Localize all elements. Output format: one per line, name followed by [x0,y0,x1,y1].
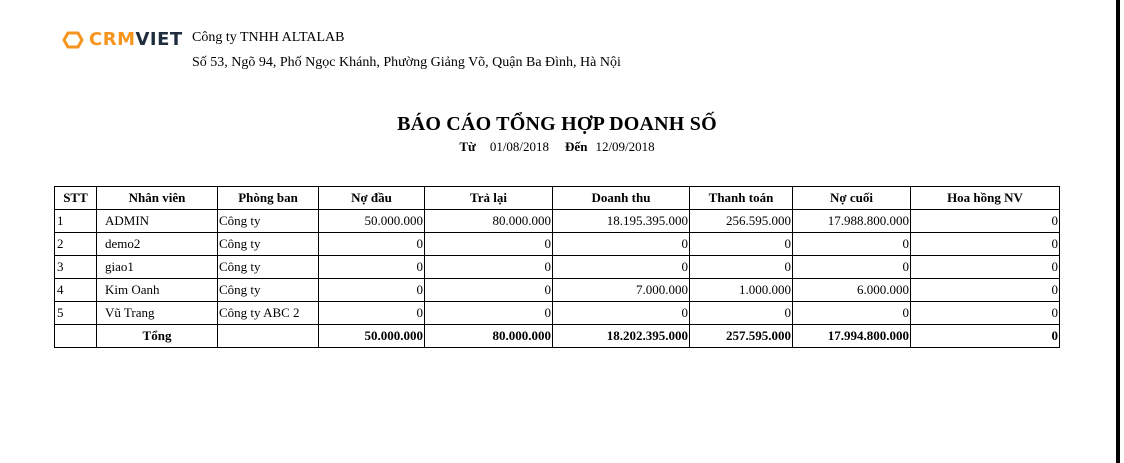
header-stt: STT [55,187,97,210]
total-returns: 80.000.000 [425,325,553,348]
cell-stt: 2 [55,233,97,256]
cell-returns: 0 [425,256,553,279]
header-returns: Trả lại [425,187,553,210]
logo-text: CRMVIET [89,29,183,50]
cell-opening-debt: 50.000.000 [319,210,425,233]
cell-stt: 3 [55,256,97,279]
company-name: Công ty TNHH ALTALAB [192,30,345,45]
cell-employee: Vũ Trang [97,302,218,325]
cell-department: Công ty [218,210,319,233]
cell-opening-debt: 0 [319,233,425,256]
cell-commission: 0 [911,256,1060,279]
cell-returns: 0 [425,233,553,256]
header-revenue: Doanh thu [553,187,690,210]
cell-opening-debt: 0 [319,302,425,325]
header-closing-debt: Nợ cuối [793,187,911,210]
cell-employee: ADMIN [97,210,218,233]
cell-payment: 0 [690,302,793,325]
cell-closing-debt: 0 [793,233,911,256]
total-closing-debt: 17.994.800.000 [793,325,911,348]
date-range [0,139,1114,155]
sales-report-table [54,186,1060,348]
cell-revenue: 0 [553,233,690,256]
from-date: 01/08/2018 [489,139,550,154]
cell-closing-debt: 6.000.000 [793,279,911,302]
cell-stt: 1 [55,210,97,233]
cell-payment: 0 [690,256,793,279]
header-employee: Nhân viên [97,187,218,210]
total-opening-debt: 50.000.000 [319,325,425,348]
cell-commission: 0 [911,233,1060,256]
cell-department: Công ty ABC 2 [218,302,319,325]
cell-employee: giao1 [97,256,218,279]
total-commission: 0 [911,325,1060,348]
page-edge [1116,0,1124,463]
cell-payment: 0 [690,233,793,256]
total-revenue: 18.202.395.000 [553,325,690,348]
cell-department: Công ty [218,279,319,302]
cell-revenue: 7.000.000 [553,279,690,302]
cell-stt: 5 [55,302,97,325]
to-label: Đến [565,139,588,154]
cell-payment: 1.000.000 [690,279,793,302]
report-title: BÁO CÁO TỔNG HỢP DOANH SỐ [397,113,717,135]
cell-returns: 80.000.000 [425,210,553,233]
cell-commission: 0 [911,279,1060,302]
cell-employee: Kim Oanh [97,279,218,302]
total-payment: 257.595.000 [690,325,793,348]
cell-department: Công ty [218,256,319,279]
cell-department: Công ty [218,233,319,256]
cell-revenue: 0 [553,256,690,279]
cell-closing-debt: 0 [793,256,911,279]
cell-revenue: 18.195.395.000 [553,210,690,233]
cell-total-stt [55,325,97,348]
table-row [55,256,1060,279]
company-address: Số 53, Ngõ 94, Phố Ngọc Khánh, Phường Giảng Võ, Quận Ba Đình, Hà Nội [192,55,621,70]
total-row [55,325,1060,348]
cell-closing-debt: 17.988.800.000 [793,210,911,233]
cell-commission: 0 [911,210,1060,233]
table-row [55,302,1060,325]
cell-commission: 0 [911,302,1060,325]
to-date: 12/09/2018 [595,139,655,154]
cell-payment: 256.595.000 [690,210,793,233]
total-label: Tổng [97,325,218,348]
cell-returns: 0 [425,302,553,325]
cell-closing-debt: 0 [793,302,911,325]
header-payment: Thanh toán [690,187,793,210]
cell-returns: 0 [425,279,553,302]
table-header-row [55,187,1060,210]
cell-stt: 4 [55,279,97,302]
crmviet-logo [62,28,183,52]
cell-total-department [218,325,319,348]
table-row [55,210,1060,233]
header-department: Phòng ban [218,187,319,210]
header-commission: Hoa hồng NV [911,187,1060,210]
logo-icon [62,29,84,51]
cell-employee: demo2 [97,233,218,256]
from-label: Từ [459,139,476,154]
header-opening-debt: Nợ đầu [319,187,425,210]
cell-opening-debt: 0 [319,256,425,279]
table-row [55,279,1060,302]
cell-revenue: 0 [553,302,690,325]
table-row [55,233,1060,256]
cell-opening-debt: 0 [319,279,425,302]
